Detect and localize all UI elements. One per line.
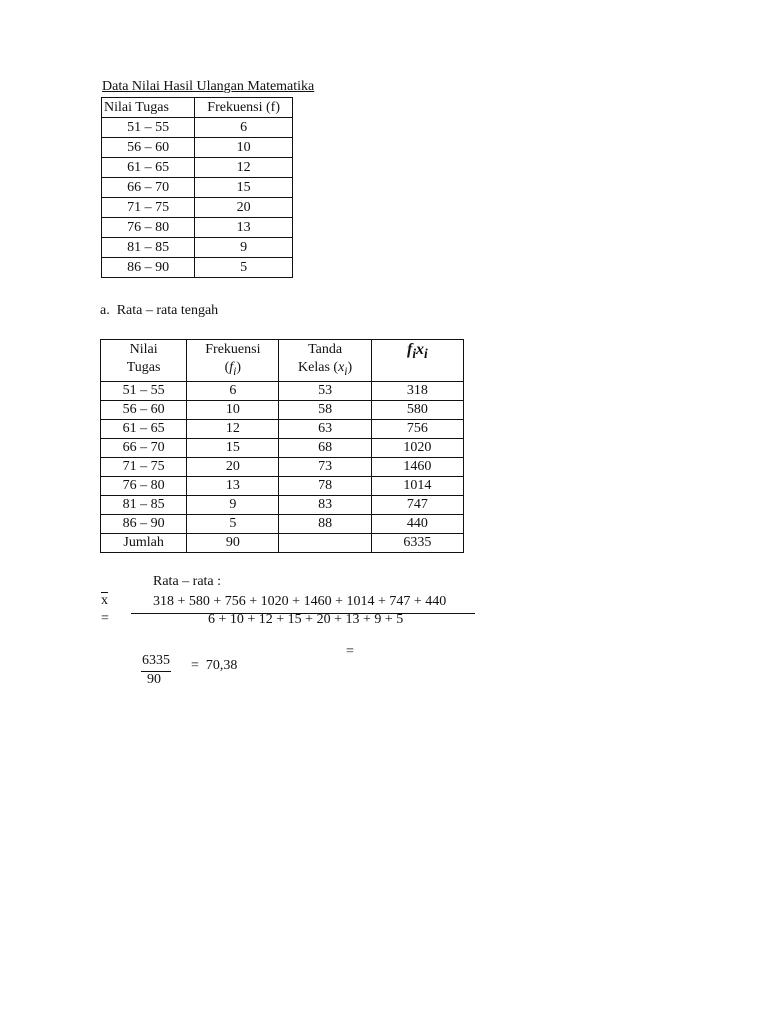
table-row [101,495,464,514]
cell-interval: 71 – 75 [102,198,195,218]
cell-interval: 56 – 60 [102,138,195,158]
header-line: Tugas [126,360,161,375]
table-row [102,158,293,178]
cell-fixi: 318 [371,381,463,400]
cell-interval: 56 – 60 [101,400,187,419]
var-x: x [416,341,425,358]
header-line: Tanda [308,342,343,357]
header-line: Frekuensi [205,342,261,357]
table-row [101,514,464,533]
sub-i: i [412,346,417,362]
cell-interval: 61 – 65 [102,158,195,178]
header-fixi [371,340,463,382]
cell-interval: 66 – 70 [102,178,195,198]
table-row [101,419,464,438]
cell-frequency: 90 [187,533,279,552]
total-row [101,533,464,552]
header-line [187,359,278,381]
cell-class-mark: 53 [279,381,371,400]
table-row [102,218,293,238]
header-frekuensi: Frekuensi (f) [195,98,293,118]
cell-class-mark [279,533,371,552]
cell-frequency: 5 [187,514,279,533]
table-header-row [101,340,464,382]
cell-class-mark: 73 [279,457,371,476]
table-row [102,238,293,258]
cell-class-mark: 83 [279,495,371,514]
cell-frequency: 6 [187,381,279,400]
cell-fixi: 756 [371,419,463,438]
formula-numerator: 318 + 580 + 756 + 1020 + 1460 + 1014 + 747 + 440 [153,594,447,609]
cell-interval: 71 – 75 [101,457,187,476]
x-bar-symbol: $\overline{x}$ [101,593,108,608]
cell-frequency: 12 [187,419,279,438]
mean-result: = 70,38 [191,658,238,673]
cell-fixi: 1460 [371,457,463,476]
header-line [279,359,370,381]
paren-close: ) [236,360,242,375]
cell-class-mark: 63 [279,419,371,438]
fraction-denominator: 90 [147,672,161,687]
cell-frequency: 5 [195,258,293,278]
fraction-numerator: 6335 [142,653,170,668]
cell-frequency: 9 [195,238,293,258]
equals-sign: = [101,611,109,626]
cell-interval: 66 – 70 [101,438,187,457]
table-row [102,178,293,198]
var-f: f [229,360,234,375]
formula-label: Rata – rata : [153,574,222,589]
cell-interval: Jumlah [101,533,187,552]
cell-interval: 81 – 85 [102,238,195,258]
header-line: Nilai [129,342,158,357]
cell-interval: 86 – 90 [101,514,187,533]
sub-i: i [344,364,348,378]
var-x: x [338,360,345,375]
cell-interval: 76 – 80 [101,476,187,495]
cell-fixi: 440 [371,514,463,533]
section-a-heading: a. Rata – rata tengah [100,303,219,318]
cell-fixi: 747 [371,495,463,514]
paren-close: ) [347,360,353,375]
cell-class-mark: 88 [279,514,371,533]
cell-interval: 61 – 65 [101,419,187,438]
cell-interval: 51 – 55 [101,381,187,400]
kelas-label: Kelas ( [298,360,339,375]
frequency-table [101,97,293,278]
cell-frequency: 13 [187,476,279,495]
cell-fixi: 580 [371,400,463,419]
cell-frequency: 20 [195,198,293,218]
cell-frequency: 15 [195,178,293,198]
cell-frequency: 9 [187,495,279,514]
cell-class-mark: 68 [279,438,371,457]
table-row [101,400,464,419]
header-nilai-tugas [101,340,187,382]
equals-sign: = [346,644,354,659]
mean-calculation-table [100,339,464,553]
sub-i: i [424,346,428,362]
cell-fixi: 6335 [371,533,463,552]
cell-interval: 51 – 55 [102,118,195,138]
table-header-row [102,98,293,118]
cell-interval: 86 – 90 [102,258,195,278]
table-row [102,138,293,158]
cell-fixi: 1014 [371,476,463,495]
cell-frequency: 10 [187,400,279,419]
paren-open: ( [224,360,230,375]
cell-class-mark: 78 [279,476,371,495]
table-row [101,381,464,400]
cell-frequency: 20 [187,457,279,476]
header-frekuensi-fi [187,340,279,382]
cell-class-mark: 58 [279,400,371,419]
cell-frequency: 15 [187,438,279,457]
header-tanda-kelas-xi [279,340,371,382]
sub-i: i [233,364,237,378]
cell-frequency: 12 [195,158,293,178]
page-title: Data Nilai Hasil Ulangan Matematika [102,79,315,94]
table-row [102,198,293,218]
header-nilai-tugas: Nilai Tugas [102,98,195,118]
cell-frequency: 10 [195,138,293,158]
table-row [101,476,464,495]
cell-frequency: 13 [195,218,293,238]
formula-denominator: 6 + 10 + 12 + 15 + 20 + 13 + 9 + 5 [208,612,404,627]
cell-interval: 81 – 85 [101,495,187,514]
cell-fixi: 1020 [371,438,463,457]
table-row [101,457,464,476]
cell-interval: 76 – 80 [102,218,195,238]
cell-frequency: 6 [195,118,293,138]
table-row [102,258,293,278]
table-row [102,118,293,138]
table-row [101,438,464,457]
var-f: f [407,341,413,358]
